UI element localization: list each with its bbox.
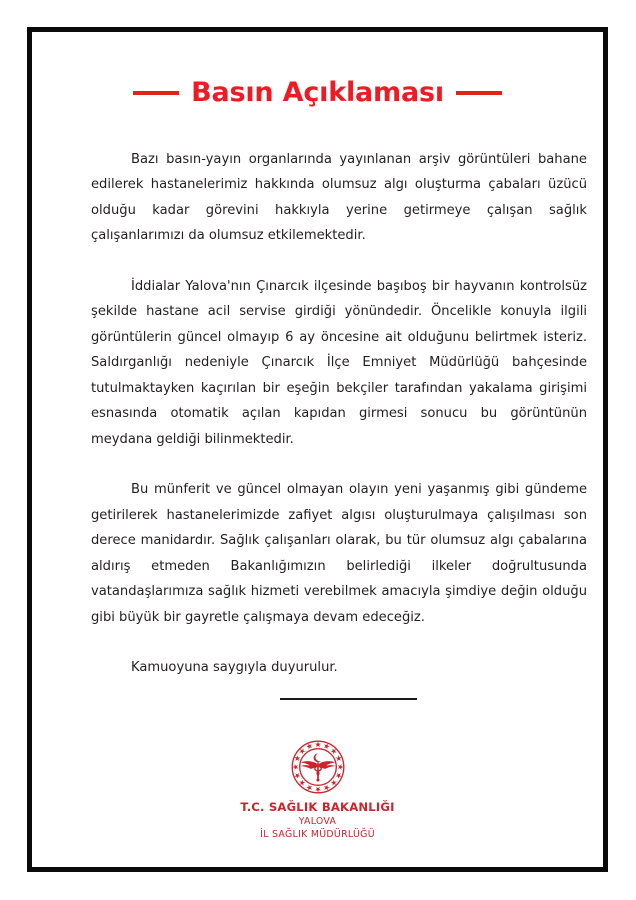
footer-province-name: YALOVA	[298, 815, 337, 827]
paragraph-1: Bazı basın-yayın organlarında yayınlanan arşiv görüntüleri bahane edilerek hastanelerimiz hakkında olumsuz algı oluşturma çabaları üzücü olduğu kadar görevini hakkıyla yerine getirmeye çalışan sağlık çalışanlarımızı da olumsuz etkilemektedir.	[91, 151, 587, 244]
document-frame-border	[27, 27, 608, 872]
document-content	[32, 32, 603, 867]
title-right-dash-icon	[456, 91, 502, 95]
page-title: Basın Açıklaması	[191, 77, 444, 108]
paragraph-3: Bu münferit ve güncel olmayan olayın yeni yaşanmış gibi gündeme getirilerek hastanelerimizde zafiyet algısı oluşturulmaya çalışılması son derece manidardır. Sağlık çalışanları olarak, bu tür olumsuz algı çabalarına aldırış etmeden Bakanlığımızın belirlediği ilkeler doğrultusunda vatandaşlarımıza sağlık hizmeti verebilmek amacıyla şimdiye değin olduğu gibi büyük bir gayretle çalışmaya devam edeceğiz.	[91, 482, 587, 625]
paragraph-2: İddialar Yalova'nın Çınarcık ilçesinde başıboş bir hayvanın kontrolsüz şekilde hastane acil servise girdiği yönündedir. Öncelikle konuyla ilgili görüntülerin güncel olmayıp 6 ay öncesine ait olduğunu belirtmek isteriz. Saldırganlığı nedeniyle Çınarcık İlçe Emniyet Müdürlüğü bahçesinde tutulmaktayken kaçırılan bir eşeğin bekçiler tarafından yakalama girişimi esnasında otomatik açılan kapıdan girmesi sonucu bu görüntünün meydana geldiği bilinmektedir.	[91, 278, 587, 447]
signature-rule-wrap	[48, 698, 587, 700]
signature-rule	[280, 698, 417, 700]
ministry-of-health-caduceus-emblem-icon	[286, 737, 350, 797]
document-body	[48, 147, 587, 681]
footer-directorate-name: İL SAĞLIK MÜDÜRLÜĞÜ	[260, 829, 375, 841]
footer-ministry-name: T.C. SAĞLIK BAKANLIĞI	[240, 799, 395, 814]
closing-statement: Kamuoyuna saygıyla duyurulur.	[131, 660, 338, 676]
document-title-row	[32, 78, 603, 108]
title-left-dash-icon	[133, 91, 179, 95]
footer-logo-block	[32, 737, 603, 842]
